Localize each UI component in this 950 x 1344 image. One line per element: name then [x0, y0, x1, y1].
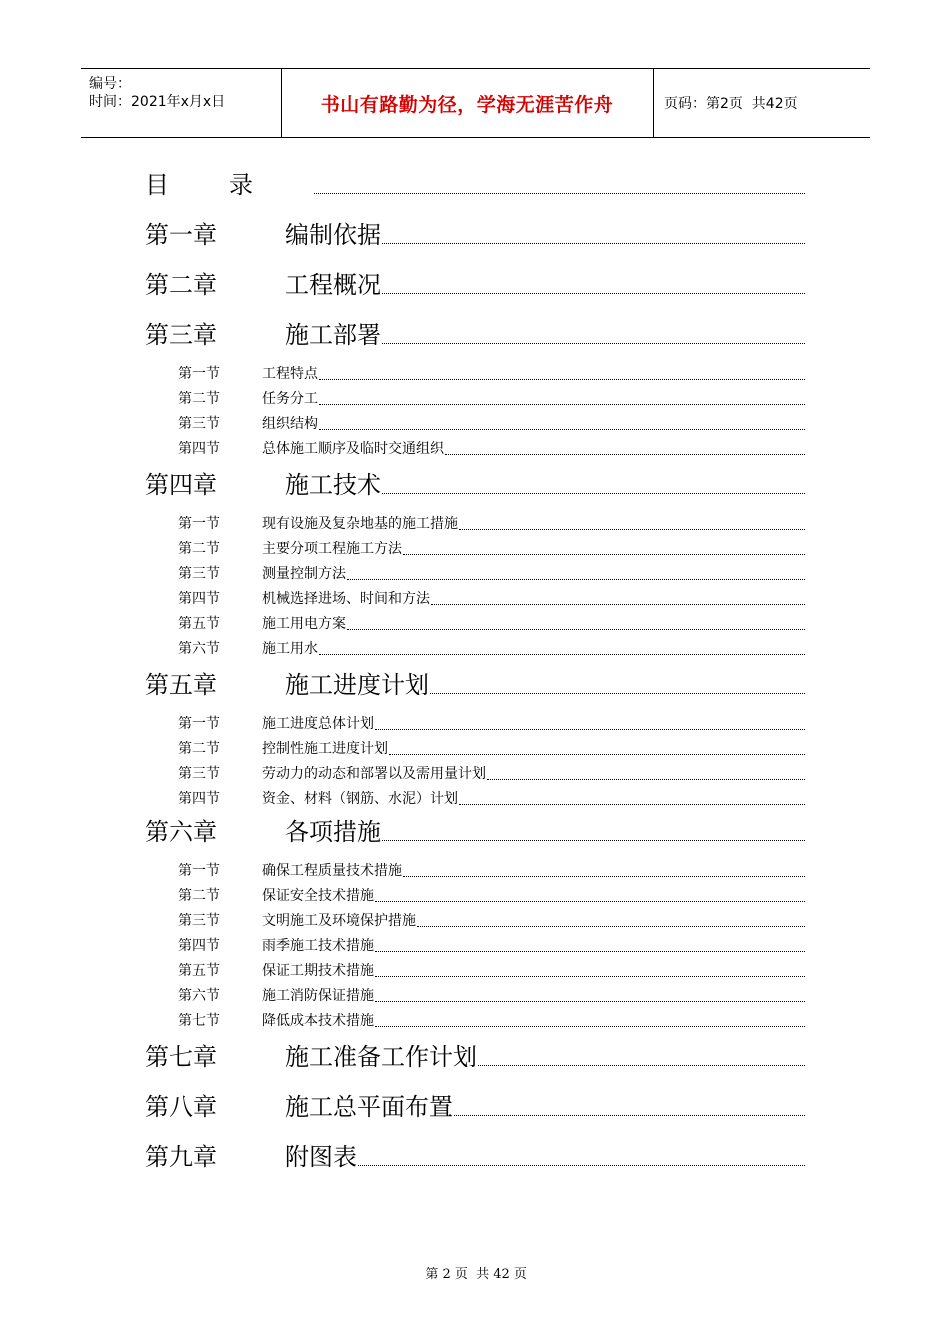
- toc-section-row[interactable]: [178, 615, 805, 633]
- section-number: 第三节: [178, 416, 220, 432]
- chapter-number: 第七章: [145, 1043, 217, 1071]
- leader-dots: [459, 803, 805, 805]
- toc-section-row[interactable]: [178, 912, 805, 930]
- section-title: 总体施工顺序及临时交通组织: [262, 441, 444, 457]
- header-motto-cell: [281, 69, 654, 137]
- leader-dots: [459, 528, 805, 530]
- section-title: 劳动力的动态和部署以及需用量计划: [262, 766, 486, 782]
- section-number: 第二节: [178, 391, 220, 407]
- section-number: 第六节: [178, 641, 220, 657]
- toc-title-row: [145, 170, 805, 200]
- section-title: 施工用水: [262, 641, 318, 657]
- section-number: 第二节: [178, 741, 220, 757]
- section-number: 第三节: [178, 913, 220, 929]
- section-number: 第四节: [178, 791, 220, 807]
- section-number: 第六节: [178, 988, 220, 1004]
- section-number: 第二节: [178, 888, 220, 904]
- leader-dots: [382, 292, 805, 294]
- chapter-title: 施工技术: [285, 471, 381, 499]
- chapter-title: 各项措施: [285, 818, 381, 846]
- toc-chapter-row[interactable]: [145, 270, 805, 300]
- toc-section-row[interactable]: [178, 740, 805, 758]
- chapter-number: 第三章: [145, 321, 217, 349]
- section-title: 确保工程质量技术措施: [262, 863, 402, 879]
- page-header: [81, 68, 870, 138]
- leader-dots: [319, 428, 805, 430]
- section-number: 第五节: [178, 616, 220, 632]
- leader-dots: [403, 875, 805, 877]
- chapter-title: 施工进度计划: [285, 671, 429, 699]
- section-title: 施工进度总体计划: [262, 716, 374, 732]
- section-number: 第一节: [178, 863, 220, 879]
- section-title: 保证工期技术措施: [262, 963, 374, 979]
- section-number: 第二节: [178, 541, 220, 557]
- toc-section-row[interactable]: [178, 987, 805, 1005]
- leader-dots: [431, 603, 805, 605]
- date-label: 时间：2021年x月x日: [89, 94, 226, 110]
- header-page-cell: [654, 69, 870, 137]
- section-number: 第三节: [178, 766, 220, 782]
- leader-dots: [478, 1064, 805, 1066]
- toc-chapter-row[interactable]: [145, 670, 805, 700]
- section-number: 第三节: [178, 566, 220, 582]
- leader-dots: [375, 1025, 805, 1027]
- header-meta-cell: [81, 69, 282, 137]
- section-title: 组织结构: [262, 416, 318, 432]
- motto: 书山有路勤为径，学海无涯苦作舟: [320, 93, 614, 116]
- toc-chapter-row[interactable]: [145, 1142, 805, 1172]
- chapter-number: 第八章: [145, 1093, 217, 1121]
- leader-dots: [319, 403, 805, 405]
- section-title: 施工消防保证措施: [262, 988, 374, 1004]
- leader-dots: [382, 839, 805, 841]
- toc-chapter-row[interactable]: [145, 220, 805, 250]
- section-title: 文明施工及环境保护措施: [262, 913, 416, 929]
- toc-leader-dots: [314, 192, 805, 194]
- section-number: 第四节: [178, 441, 220, 457]
- toc-section-row[interactable]: [178, 640, 805, 658]
- section-number: 第四节: [178, 591, 220, 607]
- chapter-title: 附图表: [285, 1143, 357, 1171]
- toc-section-row[interactable]: [178, 765, 805, 783]
- leader-dots: [347, 628, 805, 630]
- chapter-title: 编制依据: [285, 221, 381, 249]
- toc-section-row[interactable]: [178, 440, 805, 458]
- leader-dots: [319, 378, 805, 380]
- section-number: 第一节: [178, 366, 220, 382]
- leader-dots: [375, 728, 805, 730]
- leader-dots: [445, 453, 805, 455]
- leader-dots: [417, 925, 805, 927]
- leader-dots: [375, 1000, 805, 1002]
- section-title: 保证安全技术措施: [262, 888, 374, 904]
- toc-chapter-row[interactable]: [145, 1042, 805, 1072]
- section-number: 第四节: [178, 938, 220, 954]
- leader-dots: [347, 578, 805, 580]
- toc-section-row[interactable]: [178, 937, 805, 955]
- toc-chapter-row[interactable]: [145, 817, 805, 847]
- chapter-title: 施工准备工作计划: [285, 1043, 477, 1071]
- leader-dots: [319, 653, 805, 655]
- leader-dots: [382, 342, 805, 344]
- chapter-title: 施工总平面布置: [285, 1093, 453, 1121]
- leader-dots: [358, 1164, 805, 1166]
- toc-section-row[interactable]: [178, 962, 805, 980]
- section-title: 主要分项工程施工方法: [262, 541, 402, 557]
- section-title: 资金、材料（钢筋、水泥）计划: [262, 791, 458, 807]
- toc-chapter-row[interactable]: [145, 470, 805, 500]
- leader-dots: [382, 242, 805, 244]
- toc-section-row[interactable]: [178, 1012, 805, 1030]
- toc-section-row[interactable]: [178, 565, 805, 583]
- leader-dots: [430, 692, 805, 694]
- page-info: 页码：第2页 共42页: [664, 96, 798, 112]
- section-number: 第一节: [178, 516, 220, 532]
- leader-dots: [454, 1114, 805, 1116]
- toc-section-row[interactable]: [178, 590, 805, 608]
- leader-dots: [375, 950, 805, 952]
- chapter-number: 第二章: [145, 271, 217, 299]
- toc-chapter-row[interactable]: [145, 320, 805, 350]
- toc-section-row[interactable]: [178, 887, 805, 905]
- leader-dots: [487, 778, 805, 780]
- leader-dots: [389, 753, 805, 755]
- toc-section-row[interactable]: [178, 390, 805, 408]
- section-title: 雨季施工技术措施: [262, 938, 374, 954]
- toc-section-row[interactable]: [178, 540, 805, 558]
- section-title: 工程特点: [262, 366, 318, 382]
- footer-page-number: 第 2 页 共 42 页: [425, 1267, 527, 1282]
- chapter-number: 第六章: [145, 818, 217, 846]
- leader-dots: [375, 900, 805, 902]
- section-number: 第一节: [178, 716, 220, 732]
- toc-section-row[interactable]: [178, 862, 805, 880]
- section-title: 降低成本技术措施: [262, 1013, 374, 1029]
- leader-dots: [382, 492, 805, 494]
- section-title: 现有设施及复杂地基的施工措施: [262, 516, 458, 532]
- toc-section-row[interactable]: [178, 715, 805, 733]
- section-number: 第五节: [178, 963, 220, 979]
- section-title: 机械选择进场、时间和方法: [262, 591, 430, 607]
- leader-dots: [403, 553, 805, 555]
- section-title: 测量控制方法: [262, 566, 346, 582]
- section-number: 第七节: [178, 1013, 220, 1029]
- chapter-number: 第五章: [145, 671, 217, 699]
- serial-label: 编号：: [89, 76, 131, 92]
- chapter-number: 第九章: [145, 1143, 217, 1171]
- toc-section-row[interactable]: [178, 790, 805, 808]
- section-title: 控制性施工进度计划: [262, 741, 388, 757]
- toc-section-row[interactable]: [178, 415, 805, 433]
- toc-section-row[interactable]: [178, 365, 805, 383]
- leader-dots: [375, 975, 805, 977]
- chapter-title: 工程概况: [285, 271, 381, 299]
- toc-title: 目录: [145, 171, 313, 199]
- chapter-title: 施工部署: [285, 321, 381, 349]
- section-title: 任务分工: [262, 391, 318, 407]
- page-footer: [0, 1248, 950, 1282]
- toc-chapter-row[interactable]: [145, 1092, 805, 1122]
- chapter-number: 第一章: [145, 221, 217, 249]
- section-title: 施工用电方案: [262, 616, 346, 632]
- chapter-number: 第四章: [145, 471, 217, 499]
- toc-section-row[interactable]: [178, 515, 805, 533]
